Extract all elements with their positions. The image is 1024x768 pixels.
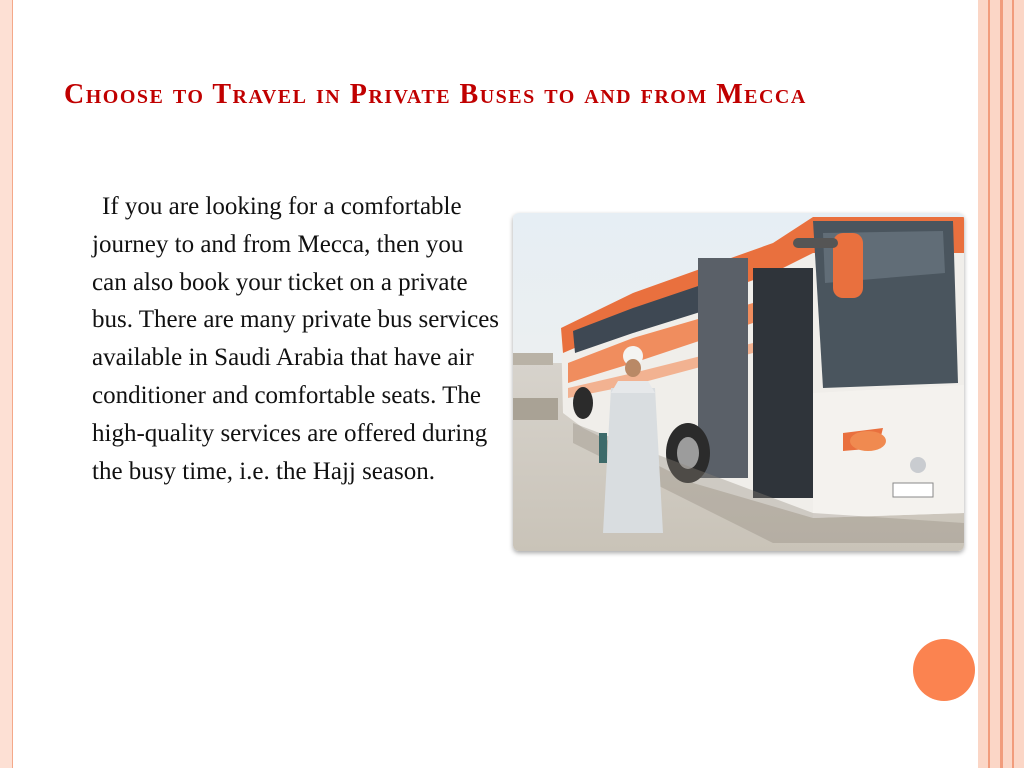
decorative-orange-circle — [913, 639, 975, 701]
right-frame-border — [978, 0, 1024, 768]
bus-photo — [513, 213, 964, 551]
left-frame-border — [0, 0, 13, 768]
slide-body-text: If you are looking for a comfortable journey to and from Mecca, then you can also book your ticket on a private bus. There are many private bus services available in Saudi Arabia that have air conditioner and comfortable seats. The high-quality services are offered during the busy time, i.e. the Hajj season. — [92, 193, 500, 485]
slide-title: Choose to Travel in Private Buses to and from Mecca — [64, 79, 807, 110]
